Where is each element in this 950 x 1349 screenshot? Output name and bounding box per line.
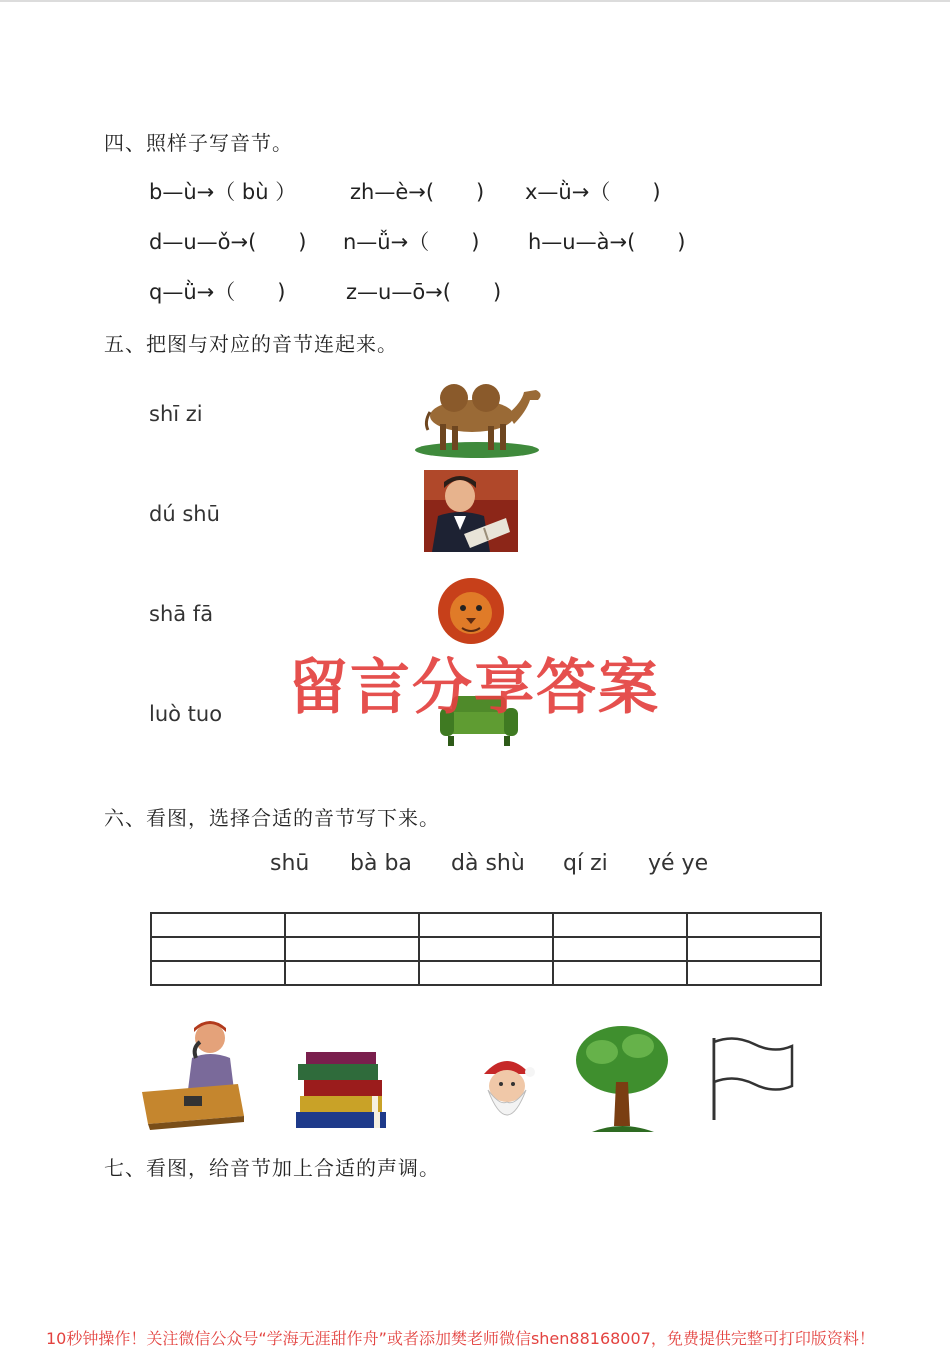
grid-cell[interactable] xyxy=(285,937,419,961)
books-image xyxy=(294,1050,390,1136)
section-5-heading: 五、把图与对应的音节连起来。 xyxy=(104,332,398,356)
section-6-heading: 六、看图，选择合适的音节写下来。 xyxy=(104,806,440,830)
flag-image xyxy=(706,1034,796,1122)
syllable-exercise: z—u—ō→( ) xyxy=(346,280,502,304)
pinyin-label-shafa: shā fā xyxy=(149,602,214,626)
grid-cell[interactable] xyxy=(687,937,821,961)
grid-cell[interactable] xyxy=(285,913,419,937)
section-7-heading: 七、看图，给音节加上合适的声调。 xyxy=(104,1156,440,1180)
grid-cell[interactable] xyxy=(687,961,821,985)
grid-cell[interactable] xyxy=(151,961,285,985)
grid-cell[interactable] xyxy=(151,937,285,961)
syllable-exercise: n—ǚ→（ ) xyxy=(343,230,480,254)
pinyin-label-shizi: shī zi xyxy=(149,402,203,426)
syllable-exercise: h—u—à→( ) xyxy=(528,230,686,254)
syllable-exercise: zh—è→( ) xyxy=(350,180,485,204)
tree-image xyxy=(572,1022,674,1136)
grid-cell[interactable] xyxy=(419,913,553,937)
father-on-phone-image xyxy=(138,1018,246,1136)
choice-yeye: yé ye xyxy=(648,851,709,876)
choice-baba: bà ba xyxy=(350,851,412,876)
syllable-exercise: q—ǜ→（ ) xyxy=(149,280,286,304)
section-4-heading: 四、照样子写音节。 xyxy=(104,131,293,155)
choice-shu: shū xyxy=(270,851,310,876)
grid-cell[interactable] xyxy=(553,937,687,961)
grandpa-image xyxy=(474,1050,540,1134)
grid-cell[interactable] xyxy=(553,961,687,985)
grid-cell[interactable] xyxy=(687,913,821,937)
syllable-exercise: d—u—ǒ→( ) xyxy=(149,230,307,254)
top-border xyxy=(0,0,950,2)
boy-reading-image xyxy=(424,470,518,552)
grid-row xyxy=(151,913,821,937)
pinyin-label-luotuo: luò tuo xyxy=(149,702,223,726)
syllable-exercise: b—ù→（ bù ） xyxy=(149,180,297,204)
pinyin-label-dushu: dú shū xyxy=(149,502,220,526)
syllable-exercise: x—ǜ→（ ) xyxy=(525,180,661,204)
grid-cell[interactable] xyxy=(419,961,553,985)
grid-cell[interactable] xyxy=(151,913,285,937)
grid-cell[interactable] xyxy=(553,913,687,937)
grid-row xyxy=(151,961,821,985)
answer-grid xyxy=(150,912,822,986)
lion-image xyxy=(436,576,506,646)
footer-promo: 10秒钟操作！关注微信公众号“学海无涯甜作舟”或者添加樊老师微信shen88168007，免费提供完整可打印版资料！ xyxy=(46,1329,875,1348)
watermark-text: 留言分享答案 xyxy=(288,653,660,723)
choice-qizi: qí zi xyxy=(563,851,608,876)
choice-dashu: dà shù xyxy=(451,851,525,876)
camel-image xyxy=(412,372,547,458)
grid-cell[interactable] xyxy=(285,961,419,985)
grid-row xyxy=(151,937,821,961)
grid-cell[interactable] xyxy=(419,937,553,961)
